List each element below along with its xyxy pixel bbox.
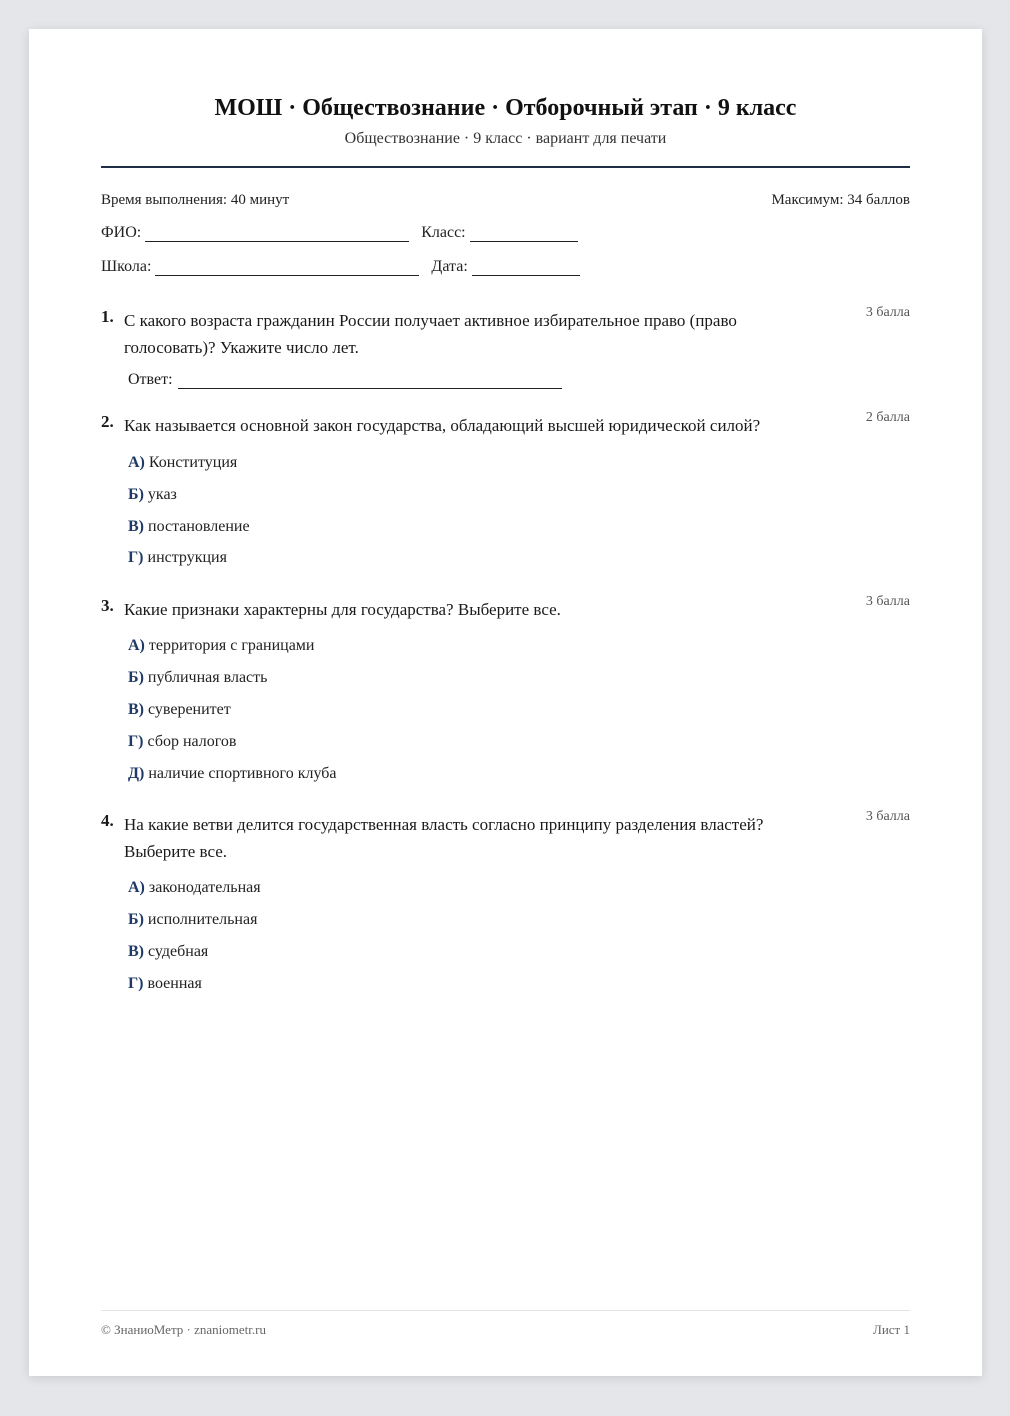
option-text: публичная власть <box>147 669 268 686</box>
page-number: Лист 1 <box>873 1322 910 1337</box>
school-field[interactable] <box>155 261 419 276</box>
option-letter: Г) <box>128 733 144 750</box>
fio-class-row <box>101 224 590 242</box>
option[interactable] <box>128 943 208 961</box>
option-text: Конституция <box>148 454 238 471</box>
time-limit: Время выполнения: 40 минут <box>101 192 290 208</box>
footer-copyright: © ЗнаниоМетр · znaniometr.ru <box>101 1322 266 1337</box>
answer-field[interactable] <box>178 374 562 389</box>
footer-divider <box>101 1310 910 1311</box>
question-text: На какие ветви делится государственная власть согласно принципу разделения властей? Выберите все. <box>124 815 764 861</box>
question-number: 3. <box>101 596 114 615</box>
answer-label: Ответ: <box>128 371 173 388</box>
question-points: 3 балла <box>865 594 910 609</box>
option-letter: Б) <box>128 486 144 503</box>
option[interactable] <box>128 454 237 472</box>
option[interactable] <box>128 733 236 751</box>
fio-label: ФИО: <box>101 224 142 241</box>
school-date-row <box>101 258 592 276</box>
option-text: законодательная <box>148 879 261 896</box>
option[interactable] <box>128 765 336 783</box>
document-sheet <box>29 29 982 1376</box>
option-letter: В) <box>128 701 144 718</box>
option[interactable] <box>128 518 250 536</box>
option-text: инструкция <box>147 549 227 566</box>
option-text: судебная <box>148 943 209 960</box>
page-subtitle: Обществознание · 9 класс · вариант для печати <box>344 130 667 147</box>
option[interactable] <box>128 669 267 687</box>
school-label: Школа: <box>101 258 152 275</box>
fio-field[interactable] <box>145 227 409 242</box>
option[interactable] <box>128 911 257 929</box>
option[interactable] <box>128 701 231 719</box>
question-points: 2 балла <box>865 410 910 425</box>
option-letter: В) <box>128 943 144 960</box>
question-number: 2. <box>101 412 114 431</box>
option[interactable] <box>128 975 202 993</box>
date-field[interactable] <box>472 261 580 276</box>
option-letter: А) <box>128 637 145 654</box>
option-letter: А) <box>128 454 145 471</box>
class-label: Класс: <box>421 224 466 241</box>
page-title: МОШ · Обществознание · Отборочный этап · 9 класс <box>214 95 797 121</box>
max-score: Максимум: 34 баллов <box>771 192 910 208</box>
question-points: 3 балла <box>865 809 910 824</box>
question-number: 1. <box>101 307 114 326</box>
option-letter: Б) <box>128 669 144 686</box>
option-text: наличие спортивного клуба <box>148 765 337 782</box>
sheet-content <box>101 29 910 1376</box>
answer-row <box>128 371 562 389</box>
option[interactable] <box>128 879 261 897</box>
class-field[interactable] <box>470 227 578 242</box>
option-text: указ <box>147 486 177 503</box>
option-text: сбор налогов <box>147 733 237 750</box>
question-text: Какие признаки характерны для государства? Выберите все. <box>124 600 561 619</box>
option-text: суверенитет <box>148 701 231 718</box>
option[interactable] <box>128 486 177 504</box>
option-letter: В) <box>128 518 144 535</box>
question-points: 3 балла <box>865 305 910 320</box>
option-text: территория с границами <box>148 637 315 654</box>
option-letter: Д) <box>128 765 145 782</box>
option[interactable] <box>128 549 227 567</box>
option[interactable] <box>128 637 315 655</box>
question-number: 4. <box>101 811 114 830</box>
option-text: исполнительная <box>147 911 258 928</box>
option-letter: Б) <box>128 911 144 928</box>
option-text: постановление <box>148 518 250 535</box>
date-label: Дата: <box>431 258 468 275</box>
option-letter: Г) <box>128 975 144 992</box>
question-text: С какого возраста гражданин России получает активное избирательное право (право голосовать)? Укажите число лет. <box>124 311 737 357</box>
option-letter: Г) <box>128 549 144 566</box>
option-text: военная <box>147 975 202 992</box>
option-letter: А) <box>128 879 145 896</box>
question-text: Как называется основной закон государства, обладающий высшей юридической силой? <box>124 416 761 435</box>
header-divider <box>101 166 910 168</box>
